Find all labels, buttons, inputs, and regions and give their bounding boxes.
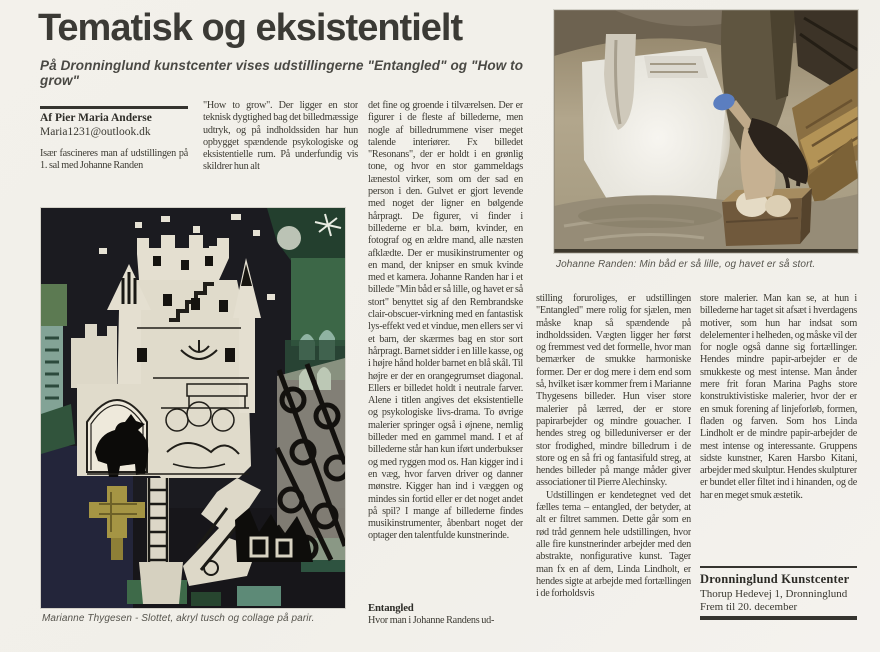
infobox-bottom-rule: [700, 616, 857, 620]
column-3-last-line: Hvor man i Johanne Randens ud-: [368, 615, 495, 626]
author-email: Maria1231@outlook.dk: [40, 126, 151, 138]
right-image-caption: Johanne Randen: Min båd er så lille, og havet er så stort.: [556, 259, 816, 270]
infobox-title: Dronninglund Kunstcenter: [700, 572, 850, 586]
infobox-top-rule: [700, 566, 857, 568]
article-subtitle: På Dronninglund kunstcenter vises udstillingerne "Entangled" og "How to grow": [40, 58, 524, 88]
section-subhead-entangled: Entangled: [368, 602, 414, 614]
left-image-caption: Marianne Thygesen - Slottet, akryl tusch og collage på parir.: [42, 613, 315, 624]
column-4-paragraph-1: stilling foruroliges, er udstillingen "Entangled" mere rolig for sjælen, men måske knap så spændende på indholdssiden. Vægten ligger her først og fremmest ved det formelle, hvor man bemærker de smukke harmoniske former. Der er dog mere i dem end som så, hvilket især kommer frem i Marianne Thygesens billeder. Hun viser store malerier på lærred, der er store papirarbejder og mindre gouacher. I hendes streg og billeduniverser er der stor frodighed, mindre billedrum i de store og en så fri og fantasifuld streg, at hendes billeder på mange måder giver associationer til Pierre Alechinsky.: [536, 293, 691, 489]
column-4-paragraph-2: Udstillingen er kendetegnet ved det fælles tema – entangled, der betyder, at alt er filtret sammen. Dette går som en rød tråd gennem hele udstillingen, hvor alle fire kunstnerinder arbejder med den abstrakte, nonfigurative kunst. Tager man fx en af dem, Linda Lindholt, er hendes sigte at arbejde med fortællingen i de forholdsvis: [536, 489, 691, 600]
column-4: [536, 293, 691, 630]
window-hint: [644, 56, 708, 78]
page-title: Tematisk og eksistentielt: [38, 7, 463, 49]
left-artwork-image: [41, 208, 345, 608]
byline-rule: [40, 106, 188, 109]
right-artwork-image: [554, 10, 858, 253]
trellis-lattice: [277, 358, 345, 560]
moon-shape: [277, 226, 301, 250]
author-byline: Af Pier Maria Anderse: [40, 112, 152, 124]
column-1-text: Især fascineres man af udstillingen på 1. sal med Johanne Randen: [40, 148, 188, 172]
infobox-dates: Frem til 20. december: [700, 601, 798, 613]
interior-painting: [554, 10, 858, 253]
column-3-text: det fine og groende i tilværelsen. Der er figurer i de fleste af billederne, men nogle af billedrummene viser meget talende interiører. Fx billedet "Resonans", der er holdt i en grønlig tone, og hvor en stor gammeldags lænestol virker, som om der sad en person i den. Gulvet er gjort levende med noget der ligner en bølgende hårpragt. De figurer, vi finder i billederne er bl.a. børn, kvinder, en fotograf og en ældre mand, alle næsten afklædte. Der er musikinstrumenter og en mand, der knipser en smuk kvinde med et kamera. Johanne Randen har i et billede "Min båd er så lille, og havet er så stort" benyttet sig af den Rembrandske clair-obscuer-virkning med en fantastisk lys-effekt ved et vindue, men ellers ser vi et barn, der skærmes bag en stor sort hårpragt. Barnet sidder i en lille kasse, og i højre hånd holder barnet en blå skål. Til højre er der en orangegrumset diagonal. Ellers er billedet holdt i neutrale farver. Alene i titlen angives det eksistentielle og psykologiske livs-drama. To øvrige malerier springer også i øjnene, nemlig billeder med en gammel mand. I et af billederne står han kun iført underbukser og med ryggen mod os. Han kigger ind i en væg, hvor farven driver og danner mønstre. Kigger han ind i væggen og mindes sin fortid eller er det noget andet på spil? I mange af billederne findes musikinstrumenter, åbenbart noget der optager den talentfulde kunstnerinde.: [368, 100, 523, 542]
column-5-text: store malerier. Man kan se, at hun i billederne har taget sit afsæt i hverdagens motiver, som hun har indsat som delelementer i helheden, og måske vil der for nogle også danne sig fortællinger. Hendes mindre papir-arbejder er de smukkeste og mest intense. Man ånder mere frit foran Marina Paghs store konstruktivistiske malerier, hvor der er en smuk forening af linjeforløb, formen, fladen og farven. Som hos Linda Lindholt er de mindre papir-arbejder de mest intense og interessante. Gruppens sidste kunstner, Karen Harsbo Kitani, arbejder med skulptur. Hendes skulpturer er bundet eller filtet ind i hinanden, og de har en meget smuk æstetik.: [700, 293, 857, 501]
castle-collage-painting: [41, 208, 345, 608]
infobox-address: Thorup Hedevej 1, Dronninglund: [700, 588, 848, 600]
column-2-text: "How to grow". Der ligger en stor teknisk dygtighed bag det billedmæssige udtryk, og på indholdssiden har hun opbygget spændende psykologiske og eksistentielle rum. På underfundig vis skildrer hun alt: [203, 100, 358, 173]
